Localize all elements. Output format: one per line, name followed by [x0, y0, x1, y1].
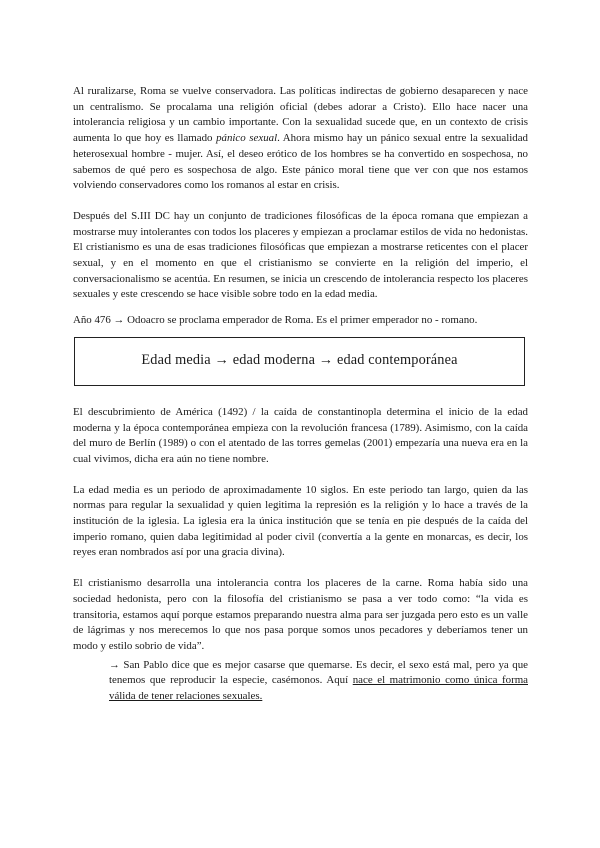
eras-box	[74, 337, 525, 386]
paragraph-middle-ages: La edad media es un periodo de aproximadamente 10 siglos. En este periodo tan largo, quien da las normas para regular la sexualidad y quien legitima la represión es la religión y lo hace a través de la institución de la iglesia. La iglesia era la única institución que se tenía en pie después de la caída del imperio romano, quien daba legitimidad al poder civil (convertía a la gente en monarcas, es decir, los reyes eran nombrados así por una gracia divina).	[73, 483, 528, 559]
paragraph-philosophical-traditions: Después del S.III DC hay un conjunto de tradiciones filosóficas de la época romana que empiezan a mostrarse muy intolerantes con todos los placeres y empiezan a proclamar estilos de vida no hedonistas. El cristianismo es una de esas tradiciones filosóficas que empiezan a mostrarse reticentes con el placer sexual, y en el momento en que el cristianismo se convierte en la religión del imperio, el conversacionalismo se acentúa. En resumen, se inicia un crescendo de intolerancia respecto los placeres sexuales y este crescendo se hace visible sobre todo en la edad media.	[73, 209, 528, 301]
paragraph-text: Al ruralizarse, Roma se vuelve conservadora. Las políticas indirectas de gobierno desaparecen y nace un centralismo. Se procalama una religión oficial (debes adorar a Cristo). Ello hace nacer una intolerancia religiosa y un cambio importante. Con la sexualidad sucede que, en un contexto de crisis aumenta lo que hoy es llamado	[73, 85, 528, 145]
paragraph-odoacro: Año 476 → Odoacro se proclama emperador de Roma. Es el primer emperador no - romano.	[73, 314, 478, 327]
emphasis-panico-sexual: pánico sexual	[216, 132, 278, 145]
paragraph-text: → San Pablo dice que es mejor casarse que quemarse. Es decir, el sexo está mal, pero ya que tenemos que reproducir la especie, casémonos. Aquí	[109, 658, 528, 687]
paragraph-christianity: El cristianismo desarrolla una intolerancia contra los placeres de la carne. Roma había sido una sociedad hedonista, pero con la filosofía del cristianismo se pasa a ver todo como: “la vida es transitoria, estamos aquí porque estamos preparando nuestra alma para ser juzgada pero esto es un valle de lágrimas y nos merecemos lo que nos pasa porque somos unos pecadores y deberíamos tener un modo y estilo sobrio de vida”.	[73, 577, 528, 652]
paragraph-modern-age: El descubrimiento de América (1492) / la caída de constantinopla determina el inicio de la edad moderna y la época contemporánea empieza con la revolución francesa (1789). Asimismo, con la caída del muro de Berlín (1989) o con el atentado de las torres gemelas (2001) empezaría una nueva era en la cual vivimos, dicha era aún no tiene nombre.	[73, 405, 528, 465]
paragraph-text: . Ahora mismo hay un pánico sexual entre la sexualidad heterosexual hombre - mujer. Así, el deseo erótico de los hombres se ha convertido en sospechosa, no sabemos de qué pero es sospechosa de algo. Este pánico moral tiene que ver con que nos estamos volviendo conservadores como los romanos al estar en crisis.	[73, 132, 528, 192]
paragraph-rome-conservative	[73, 84, 528, 194]
paragraph-san-pablo	[109, 658, 528, 705]
document-body	[73, 84, 528, 705]
eras-box-text: Edad media → edad moderna → edad contemporánea	[141, 352, 458, 369]
underlined-marriage-text: nace el matrimonio como única forma válida de tener relaciones sexuales.	[109, 674, 528, 703]
